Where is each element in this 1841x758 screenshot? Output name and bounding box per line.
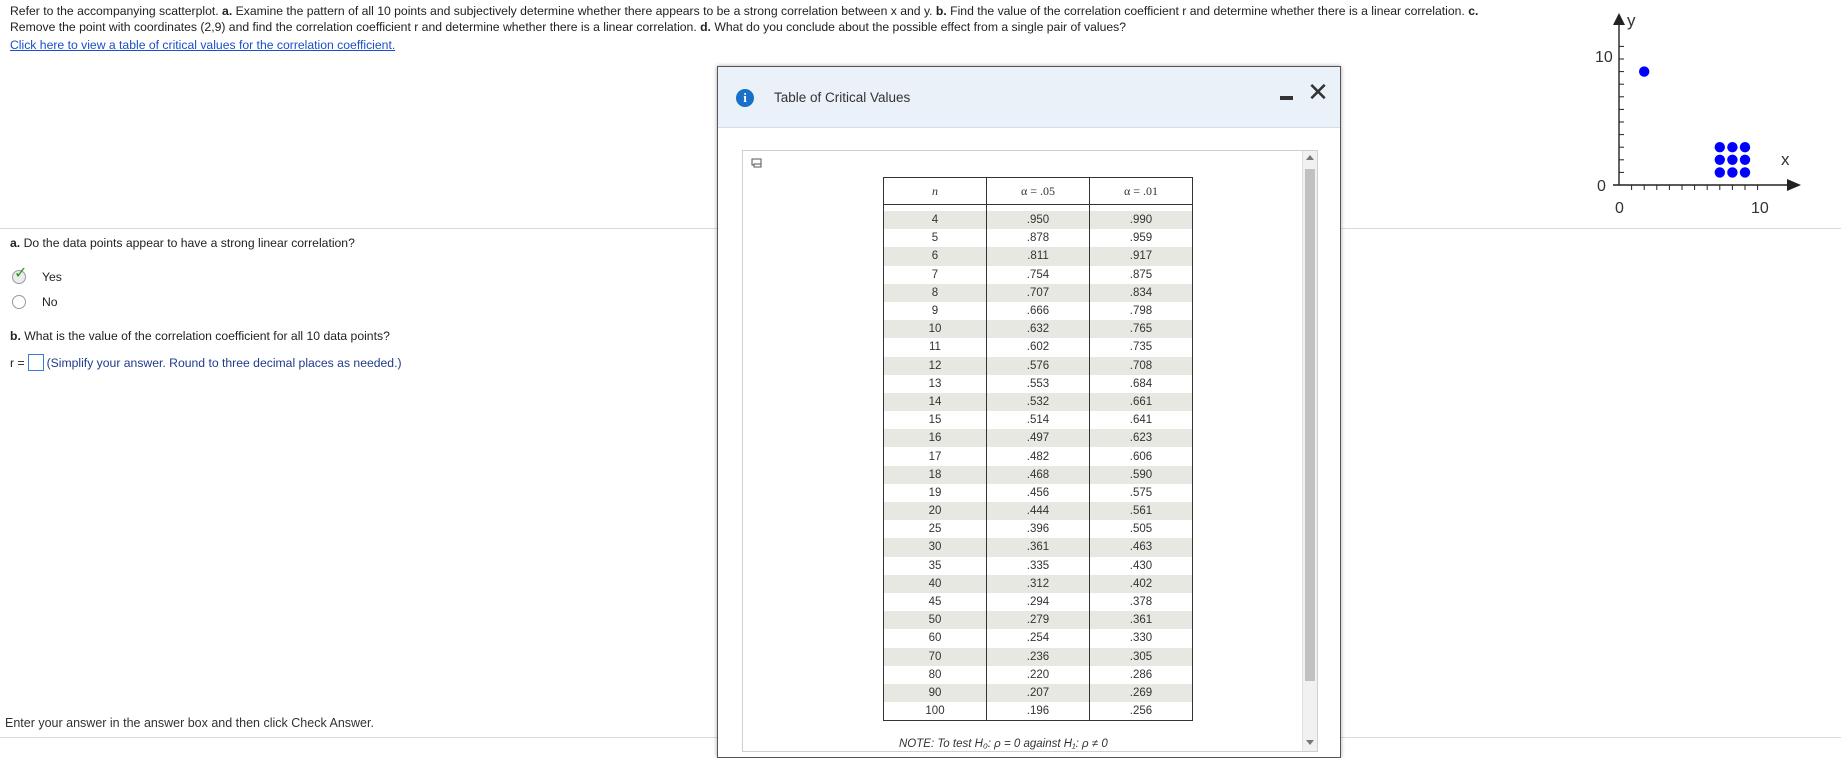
checkmark-icon: ✓ <box>14 265 28 282</box>
answer-hint: (Simplify your answer. Round to three decimal places as needed.) <box>46 355 402 370</box>
cell-alpha-01: .402 <box>1090 575 1193 593</box>
cell-alpha-05: .878 <box>987 229 1090 247</box>
y-tick-label-0: 0 <box>1597 178 1606 195</box>
print-icon[interactable] <box>751 158 763 168</box>
table-row <box>884 393 1193 411</box>
column-header-n: n <box>884 178 987 205</box>
problem-part-a-text: Examine the pattern of all 10 points and subjectively determine whether there appears to be a strong correlation between x and y. <box>235 4 933 18</box>
table-row <box>884 538 1193 556</box>
table-scrollbar[interactable] <box>1302 151 1317 751</box>
cell-n: 11 <box>884 338 987 356</box>
cell-n: 8 <box>884 284 987 302</box>
cell-alpha-01: .561 <box>1090 502 1193 520</box>
table-viewer <box>742 150 1318 752</box>
cell-alpha-05: .456 <box>987 484 1090 502</box>
cell-alpha-01: .430 <box>1090 557 1193 575</box>
column-header-alpha-05: α = .05 <box>987 178 1090 205</box>
cell-alpha-01: .330 <box>1090 629 1193 647</box>
part-a-question-text: Do the data points appear to have a strong linear correlation? <box>23 236 355 250</box>
table-row <box>884 557 1193 575</box>
cell-alpha-05: .468 <box>987 466 1090 484</box>
y-tick-label-10: 10 <box>1595 49 1613 66</box>
cell-alpha-05: .294 <box>987 593 1090 611</box>
cell-n: 18 <box>884 466 987 484</box>
x-tick-label-10: 10 <box>1751 200 1769 217</box>
cell-alpha-05: .666 <box>987 302 1090 320</box>
problem-part-c-text: Remove the point with coordinates (2,9) and find the correlation coefficient r and determine whether there is a linear correlation. <box>10 20 697 34</box>
cell-alpha-05: .632 <box>987 320 1090 338</box>
part-d-marker: d. <box>700 20 711 34</box>
cell-alpha-05: .196 <box>987 702 1090 721</box>
cell-alpha-01: .256 <box>1090 702 1193 721</box>
x-axis-label: x <box>1781 150 1790 169</box>
part-a-question <box>10 236 355 250</box>
table-row <box>884 284 1193 302</box>
scatter-point <box>1715 155 1725 165</box>
cell-alpha-01: .917 <box>1090 247 1193 265</box>
table-row <box>884 266 1193 284</box>
cell-n: 20 <box>884 502 987 520</box>
cell-n: 45 <box>884 593 987 611</box>
cell-n: 9 <box>884 302 987 320</box>
cell-n: 50 <box>884 611 987 629</box>
cell-n: 100 <box>884 702 987 721</box>
table-row <box>884 484 1193 502</box>
table-row <box>884 375 1193 393</box>
table-row <box>884 520 1193 538</box>
cell-alpha-01: .269 <box>1090 684 1193 702</box>
part-a-marker: a. <box>222 4 233 18</box>
part-b-question <box>10 329 390 343</box>
cell-alpha-01: .735 <box>1090 338 1193 356</box>
table-row <box>884 302 1193 320</box>
cell-alpha-01: .875 <box>1090 266 1193 284</box>
option-yes[interactable] <box>12 265 62 284</box>
cell-alpha-01: .590 <box>1090 466 1193 484</box>
cell-alpha-01: .286 <box>1090 666 1193 684</box>
table-row <box>884 211 1193 229</box>
cell-alpha-05: .602 <box>987 338 1090 356</box>
cell-n: 4 <box>884 211 987 229</box>
cell-alpha-01: .505 <box>1090 520 1193 538</box>
cell-alpha-05: .220 <box>987 666 1090 684</box>
scatter-point <box>1715 167 1725 177</box>
table-row <box>884 611 1193 629</box>
table-row <box>884 502 1193 520</box>
cell-alpha-05: .950 <box>987 211 1090 229</box>
cell-n: 16 <box>884 429 987 447</box>
x-tick-label-0: 0 <box>1615 200 1624 217</box>
cell-n: 30 <box>884 538 987 556</box>
cell-alpha-05: .532 <box>987 393 1090 411</box>
cell-alpha-01: .834 <box>1090 284 1193 302</box>
cell-alpha-05: .553 <box>987 375 1090 393</box>
scatter-point <box>1727 167 1737 177</box>
part-c-marker: c. <box>1468 4 1479 18</box>
table-row <box>884 338 1193 356</box>
scatter-point <box>1727 155 1737 165</box>
option-no[interactable] <box>12 295 58 309</box>
cell-alpha-05: .514 <box>987 411 1090 429</box>
cell-n: 6 <box>884 247 987 265</box>
cell-alpha-01: .708 <box>1090 357 1193 375</box>
cell-alpha-05: .482 <box>987 447 1090 465</box>
table-row <box>884 247 1193 265</box>
r-answer-input[interactable] <box>28 354 44 371</box>
dialog-header <box>718 67 1340 128</box>
part-b-label: b. <box>10 329 21 343</box>
table-row <box>884 629 1193 647</box>
cell-alpha-01: .378 <box>1090 593 1193 611</box>
cell-alpha-01: .959 <box>1090 229 1193 247</box>
cell-n: 12 <box>884 357 987 375</box>
scatter-point <box>1740 167 1750 177</box>
info-icon: i <box>736 89 754 107</box>
problem-part-b-text: Find the value of the correlation coefficient r and determine whether there is a linear correlation. <box>950 4 1465 18</box>
cell-alpha-05: .279 <box>987 611 1090 629</box>
cell-n: 80 <box>884 666 987 684</box>
scatter-point <box>1740 155 1750 165</box>
scatter-point <box>1727 142 1737 152</box>
y-axis <box>1613 13 1625 185</box>
r-answer-row <box>10 354 402 371</box>
cell-alpha-05: .335 <box>987 557 1090 575</box>
option-yes-label[interactable]: Yes <box>42 270 62 284</box>
table-note: NOTE: To test H₀: ρ = 0 against H₁: ρ ≠ 0 <box>899 738 1108 750</box>
cell-alpha-05: .754 <box>987 266 1090 284</box>
part-a-label: a. <box>10 236 21 250</box>
cell-n: 60 <box>884 629 987 647</box>
problem-intro: Refer to the accompanying scatterplot. <box>10 4 219 18</box>
table-row <box>884 575 1193 593</box>
scatter-plot <box>1575 5 1835 225</box>
cell-alpha-05: .236 <box>987 648 1090 666</box>
table-row <box>884 320 1193 338</box>
cell-alpha-05: .811 <box>987 247 1090 265</box>
cell-n: 19 <box>884 484 987 502</box>
cell-alpha-01: .641 <box>1090 411 1193 429</box>
cell-alpha-01: .361 <box>1090 611 1193 629</box>
cell-alpha-01: .684 <box>1090 375 1193 393</box>
option-no-label[interactable]: No <box>42 295 58 309</box>
table-row <box>884 593 1193 611</box>
footer-instruction: Enter your answer in the answer box and then click Check Answer. <box>5 716 374 730</box>
part-b-marker: b. <box>935 4 947 18</box>
cell-alpha-05: .361 <box>987 538 1090 556</box>
table-row <box>884 357 1193 375</box>
y-axis-arrow-icon <box>1613 13 1625 25</box>
option-no-radio[interactable] <box>12 295 26 309</box>
table-header-row <box>884 178 1193 205</box>
part-b-question-text: What is the value of the correlation coefficient for all 10 data points? <box>24 329 390 343</box>
critical-values-table <box>883 177 1193 721</box>
x-axis-arrow-icon <box>1787 179 1801 191</box>
column-header-alpha-01: α = .01 <box>1090 178 1193 205</box>
close-button[interactable]: ✕ <box>1307 77 1329 107</box>
cell-alpha-01: .990 <box>1090 211 1193 229</box>
dialog-title: Table of Critical Values <box>774 90 911 105</box>
table-row <box>884 702 1193 721</box>
cell-n: 35 <box>884 557 987 575</box>
cell-alpha-05: .707 <box>987 284 1090 302</box>
scatter-point <box>1715 142 1725 152</box>
cell-alpha-05: .312 <box>987 575 1090 593</box>
cell-alpha-01: .798 <box>1090 302 1193 320</box>
cell-alpha-01: .661 <box>1090 393 1193 411</box>
cell-n: 90 <box>884 684 987 702</box>
cell-n: 70 <box>884 648 987 666</box>
cell-alpha-05: .396 <box>987 520 1090 538</box>
cell-n: 10 <box>884 320 987 338</box>
table-row <box>884 648 1193 666</box>
cell-n: 5 <box>884 229 987 247</box>
y-axis-label: y <box>1627 11 1636 30</box>
table-row <box>884 411 1193 429</box>
scroll-down-arrow-icon[interactable] <box>1306 740 1314 745</box>
cell-alpha-01: .606 <box>1090 447 1193 465</box>
table-row <box>884 447 1193 465</box>
axis-ticks <box>1619 46 1758 190</box>
option-yes-radio[interactable] <box>12 265 28 284</box>
scroll-up-arrow-icon[interactable] <box>1306 155 1314 160</box>
scatter-point <box>1639 66 1649 76</box>
scatter-point <box>1740 142 1750 152</box>
problem-statement <box>10 3 1570 35</box>
cell-alpha-01: .305 <box>1090 648 1193 666</box>
cell-alpha-05: .497 <box>987 429 1090 447</box>
cell-n: 40 <box>884 575 987 593</box>
table-row <box>884 684 1193 702</box>
cell-alpha-01: .463 <box>1090 538 1193 556</box>
cell-alpha-01: .575 <box>1090 484 1193 502</box>
cell-n: 17 <box>884 447 987 465</box>
cell-alpha-05: .254 <box>987 629 1090 647</box>
critical-values-link[interactable]: Click here to view a table of critical values for the correlation coefficient. <box>10 38 396 52</box>
problem-part-d-text: What do you conclude about the possible effect from a single pair of values? <box>714 20 1127 34</box>
cell-n: 7 <box>884 266 987 284</box>
scroll-thumb[interactable] <box>1305 169 1315 681</box>
cell-n: 13 <box>884 375 987 393</box>
table-row <box>884 429 1193 447</box>
minimize-button[interactable] <box>1276 85 1296 105</box>
cell-alpha-01: .765 <box>1090 320 1193 338</box>
cell-alpha-05: .444 <box>987 502 1090 520</box>
table-row <box>884 666 1193 684</box>
table-row <box>884 229 1193 247</box>
critical-values-dialog <box>717 66 1341 758</box>
cell-n: 15 <box>884 411 987 429</box>
table-row <box>884 466 1193 484</box>
cell-alpha-05: .576 <box>987 357 1090 375</box>
cell-n: 14 <box>884 393 987 411</box>
data-points <box>1639 66 1750 177</box>
r-prefix: r = <box>10 355 25 370</box>
cell-alpha-05: .207 <box>987 684 1090 702</box>
cell-alpha-01: .623 <box>1090 429 1193 447</box>
cell-n: 25 <box>884 520 987 538</box>
